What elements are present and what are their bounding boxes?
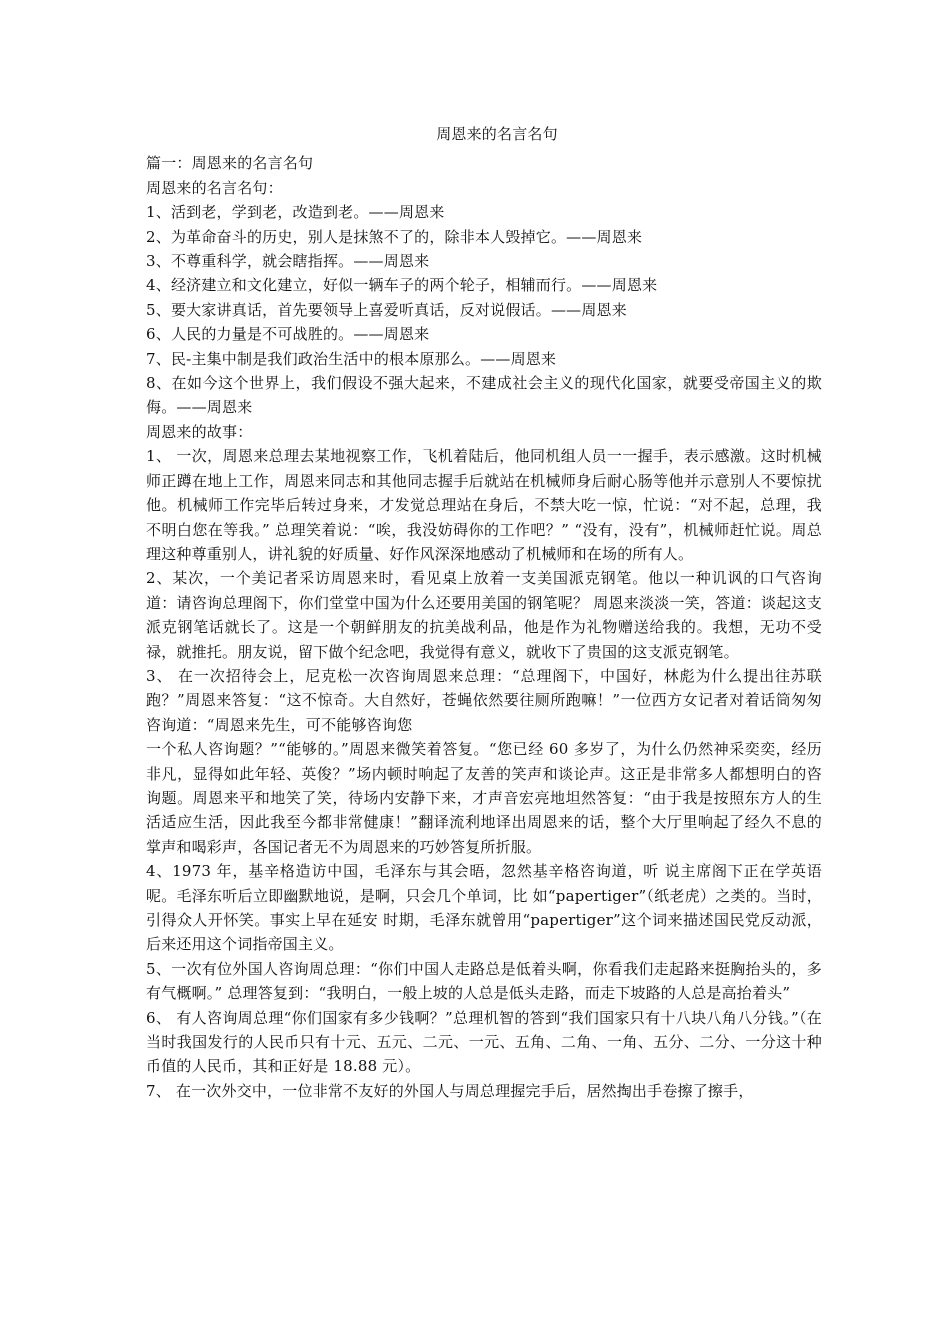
story-paragraph: 3、 在一次招待会上，尼克松一次咨询周恩来总理：“总理阁下，中国好，林彪为什么提出往苏联跑？”周恩来答复：“这不惊奇。大自然好，苍蝇依然要往厕所跑嘛！”一位西方女记者对着话筒匆匆咨询道：“周恩来先生，可不能够咨询您 <box>146 666 822 734</box>
quote-item: 3、不尊重科学，就会瞎指挥。——周恩来 <box>146 252 430 271</box>
story-paragraph: 2、某次，一个美记者采访周恩来时，看见桌上放着一支美国派克钢笔。他以一种讥讽的口气咨询道：请咨询总理阁下，你们堂堂中国为什么还要用美国的钢笔呢？ 周恩来淡淡一笑，答道：谈起这支派克钢笔话就长了。这是一个朝鲜朋友的抗美战利品，他是作为礼物赠送给我的。我想，无功不受禄，就推托。朋友说，留下做个纪念吧，我觉得有意义，就收下了贵国的这支派克钢笔。 <box>146 569 822 661</box>
quote-item: 4、经济建立和文化建立，好似一辆车子的两个轮子，相辅而行。——周恩来 <box>146 276 658 295</box>
story-paragraph: 5、一次有位外国人咨询周总理：“你们中国人走路总是低着头啊，你看我们走起路来挺胸抬头的，多有气概啊。” 总理答复到：“我明白，一般上坡的人总是低头走路，而走下坡路的人总是高抬着头” <box>146 959 822 1003</box>
story-paragraph: 一个私人咨询题？”“能够的。”周恩来微笑着答复。“您已经 60 多岁了，为什么仍然神采奕奕，经历非凡，显得如此年轻、英俊？”场内顿时响起了友善的笑声和谈论声。这正是非常多人都想明白的咨询题。周恩来平和地笑了笑，待场内安静下来，才声音宏亮地坦然答复：“由于我是按照东方人的生活适应生活，因此我至今都非常健康！”翻译流利地译出周恩来的话，整个大厅里响起了经久不息的掌声和喝彩声，各国记者无不为周恩来的巧妙答复所折服。 <box>146 740 822 856</box>
quote-item: 2、为革命奋斗的历史，别人是抹煞不了的，除非本人毁掉它。——周恩来 <box>146 227 643 246</box>
stories-heading: 周恩来的故事： <box>146 422 253 441</box>
section-heading: 篇一：周恩来的名言名句 <box>146 154 314 173</box>
quote-item: 5、要大家讲真话，首先要领导上喜爱听真话，反对说假话。——周恩来 <box>146 300 627 319</box>
quote-item: 8、在如今这个世界上，我们假设不强大起来，不建成社会主义的现代化国家，就要受帝国主义的欺侮。——周恩来 <box>146 374 822 417</box>
quotes-heading: 周恩来的名言名句： <box>146 178 283 197</box>
document-title: 周恩来的名言名句 <box>436 125 558 143</box>
quote-item: 6、人民的力量是不可战胜的。——周恩来 <box>146 325 430 344</box>
story-paragraph: 4、1973 年，基辛格造访中国，毛泽东与其会晤，忽然基辛格咨询道，听 说主席阁下正在学英语呢。毛泽东听后立即幽默地说，是啊，只会几个单词，比 如“papertiger”（纸老虎）之类的。当时，引得众人开怀笑。事实上早在延安 时期，毛泽东就曾用“papertiger”这个词来描述国民党反动派，后来还用这个词指帝国主义。 <box>146 862 822 954</box>
quote-item: 7、民-主集中制是我们政治生活中的根本原那么。——周恩来 <box>146 349 557 368</box>
story-paragraph: 1、 一次，周恩来总理去某地视察工作，飞机着陆后，他同机组人员一一握手，表示感激。这时机械师正蹲在地上工作，周恩来同志和其他同志握手后就站在机械师身后耐心肠等他并示意别人不要惊扰他。机械师工作完毕后转过身来，才发觉总理站在身后，不禁大吃一惊，忙说：“对不起，总理，我不明白您在等我。” 总理笑着说：“唉，我没妨碍你的工作吧？” “没有，没有”，机械师赶忙说。周总理这种尊重别人，讲礼貌的好质量、好作风深深地感动了机械师和在场的所有人。 <box>146 447 822 563</box>
story-paragraph: 6、 有人咨询周总理“你们国家有多少钱啊？”总理机智的答到“我们国家只有十八块八角八分钱。”（在当时我国发行的人民币只有十元、五元、二元、一元、五角、二角、一角、五分、二分、一分这十种币值的人民币，其和正好是 18.88 元）。 <box>146 1008 822 1076</box>
story-paragraph: 7、 在一次外交中，一位非常不友好的外国人与周总理握完手后，居然掏出手卷擦了擦手， <box>146 1081 754 1100</box>
quote-item: 1、活到老，学到老，改造到老。——周恩来 <box>146 203 445 222</box>
document-body <box>146 122 822 1103</box>
